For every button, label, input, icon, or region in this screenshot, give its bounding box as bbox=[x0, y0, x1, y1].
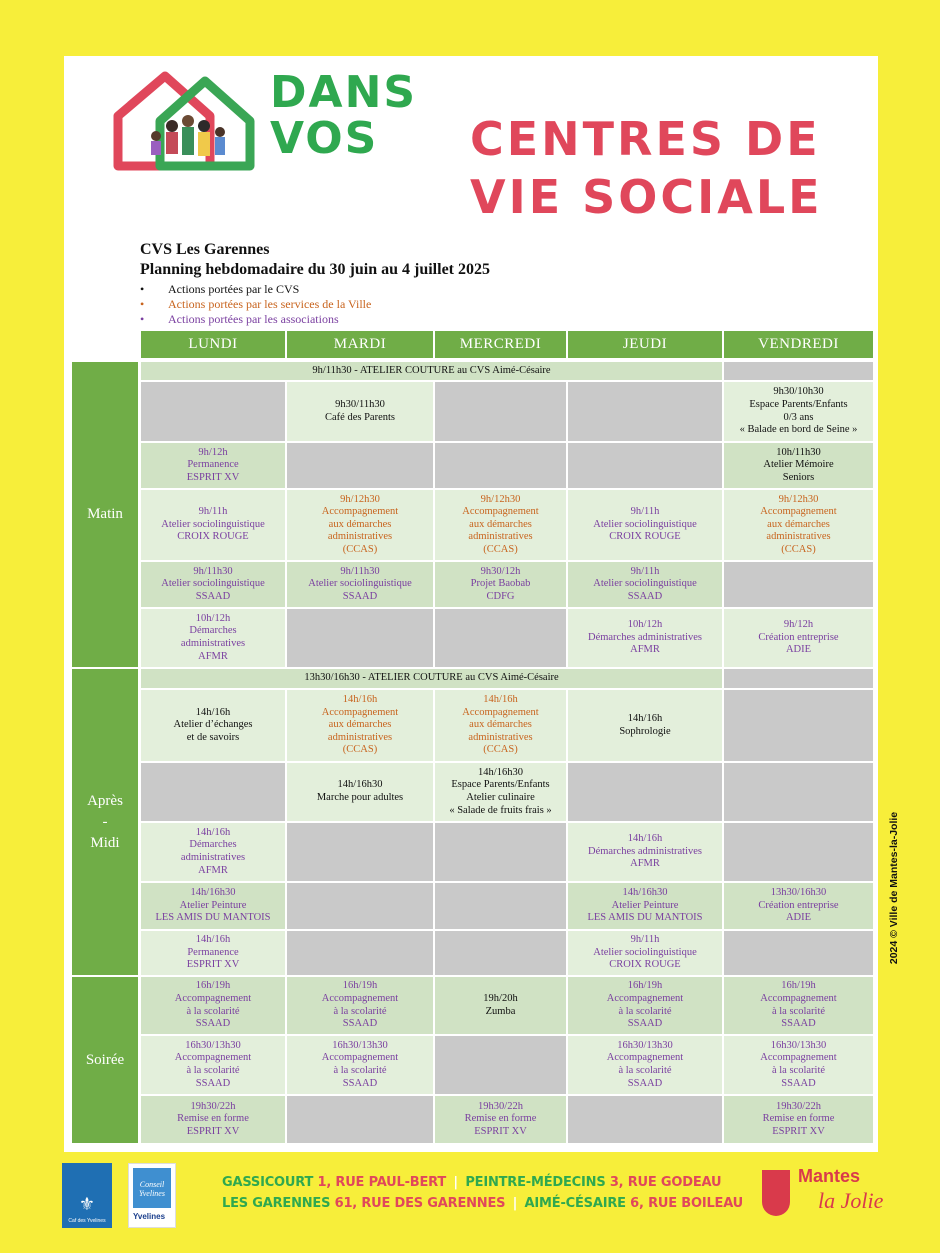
empty-cell bbox=[287, 823, 433, 881]
activity-cell bbox=[141, 562, 285, 607]
activity-line: 16h/19h bbox=[342, 980, 378, 992]
empty-cell bbox=[724, 823, 873, 881]
activity-line: SSAAD bbox=[342, 590, 378, 602]
activity-cell bbox=[724, 609, 873, 667]
activity-line: SSAAD bbox=[781, 1018, 816, 1030]
activity-line: Accompagnement bbox=[760, 992, 837, 1004]
activity-line: ADIE bbox=[785, 644, 812, 656]
activity-line: (CCAS) bbox=[342, 543, 378, 555]
activity-line: ESPRIT XV bbox=[186, 1125, 240, 1137]
empty-cell bbox=[287, 1096, 433, 1143]
day-header-jeudi bbox=[568, 331, 722, 358]
activity-line: Atelier Peinture bbox=[179, 899, 247, 911]
activity-line: 14h/16h bbox=[195, 706, 231, 718]
activity-line: 14h/16h30 bbox=[622, 887, 668, 899]
activity-cell bbox=[287, 490, 433, 560]
activity-line: Démarches bbox=[189, 839, 237, 851]
banner-atelier-couture-apres-midi bbox=[141, 669, 722, 688]
activity-line: 9h/12h30 bbox=[480, 493, 521, 505]
activity-line: Atelier sociolinguistique bbox=[593, 518, 697, 530]
activity-line: et de savoirs bbox=[186, 731, 240, 743]
activity-line: Atelier sociolinguistique bbox=[308, 578, 412, 590]
period-label: Après bbox=[87, 792, 123, 809]
empty-cell bbox=[724, 763, 873, 821]
yvelines-logo-text: Yvelines bbox=[133, 1212, 166, 1221]
activity-cell bbox=[435, 1096, 566, 1143]
empty-cell bbox=[568, 443, 722, 488]
activity-line: Sophrologie bbox=[619, 725, 671, 737]
activity-line: à la scolarité bbox=[333, 1005, 387, 1017]
activity-line: 16h/19h bbox=[781, 980, 816, 992]
legend-item-associations: • Actions portées par les associations bbox=[140, 312, 490, 327]
activity-line: Atelier Mémoire bbox=[763, 459, 834, 471]
activity-line: 9h/12h bbox=[198, 446, 228, 458]
activity-line: AFMR bbox=[630, 858, 660, 870]
empty-cell bbox=[287, 609, 433, 667]
activity-line: LES AMIS DU MANTOIS bbox=[155, 912, 271, 924]
activity-line: ESPRIT XV bbox=[474, 1125, 527, 1137]
activity-cell bbox=[287, 763, 433, 821]
activity-line: SSAAD bbox=[195, 1077, 231, 1089]
activity-cell bbox=[141, 1096, 285, 1143]
activity-line: Projet Baobab bbox=[470, 578, 531, 590]
activity-cell bbox=[435, 562, 566, 607]
address-peintre-medecins-street: 3, RUE GODEAU bbox=[609, 1175, 722, 1190]
address-aime-cesaire: AIMÉ-CÉSAIRE bbox=[524, 1196, 626, 1211]
activity-line: 16h30/13h30 bbox=[332, 1039, 388, 1051]
activity-line: 9h30/12h bbox=[480, 565, 521, 577]
activity-line: ESPRIT XV bbox=[186, 471, 240, 483]
activity-line: 14h/16h30 bbox=[478, 766, 523, 778]
day-header-label: VENDREDI bbox=[758, 336, 839, 353]
period-label: Soirée bbox=[85, 1051, 125, 1068]
empty-cell bbox=[435, 609, 566, 667]
activity-line: (CCAS) bbox=[342, 744, 378, 756]
day-header-lundi bbox=[141, 331, 285, 358]
address-garennes-street: 61, RUE DES GARENNES bbox=[334, 1196, 506, 1211]
activity-line: 9h/11h bbox=[630, 506, 660, 518]
activity-line: CROIX ROUGE bbox=[609, 531, 681, 543]
activity-line: 14h/16h bbox=[195, 826, 231, 838]
activity-line: Seniors bbox=[782, 471, 815, 483]
activity-line: aux démarches bbox=[469, 719, 532, 731]
activity-line: SSAAD bbox=[195, 590, 231, 602]
mantes-logo-text: Mantes bbox=[798, 1166, 861, 1186]
houses-logo-icon bbox=[110, 66, 260, 176]
activity-cell bbox=[568, 1036, 722, 1094]
caf-logo bbox=[62, 1163, 112, 1228]
activity-line: Accompagnement bbox=[462, 706, 539, 718]
activity-line: SSAAD bbox=[627, 590, 663, 602]
activity-line: Accompagnement bbox=[760, 506, 837, 518]
empty-cell bbox=[568, 763, 722, 821]
activity-line: CROIX ROUGE bbox=[177, 531, 249, 543]
activity-line: SSAAD bbox=[781, 1077, 816, 1089]
banner-text: 13h30/16h30 - ATELIER COUTURE au CVS Aimé-Césaire bbox=[304, 672, 559, 684]
activity-cell bbox=[435, 690, 566, 761]
schedule-table bbox=[72, 331, 874, 1143]
activity-line: Accompagnement bbox=[760, 1052, 837, 1064]
activity-line: Accompagnement bbox=[462, 506, 539, 518]
activity-line: Café des Parents bbox=[325, 411, 395, 423]
empty-cell bbox=[568, 382, 722, 441]
empty-cell bbox=[568, 1096, 722, 1143]
activity-line: administratives bbox=[180, 852, 246, 863]
empty-cell bbox=[287, 443, 433, 488]
empty-cell bbox=[435, 823, 566, 881]
activity-line: 13h30/16h30 bbox=[770, 887, 827, 899]
empty-cell bbox=[724, 669, 873, 688]
activity-line: administratives bbox=[180, 638, 246, 649]
caf-emblem-icon: ⚜ bbox=[78, 1194, 96, 1214]
activity-line: à la scolarité bbox=[333, 1065, 387, 1076]
day-header-label: LUNDI bbox=[188, 336, 238, 353]
activity-line: ESPRIT XV bbox=[772, 1125, 825, 1137]
activity-line: à la scolarité bbox=[618, 1065, 672, 1076]
address-line-2 bbox=[222, 1193, 743, 1214]
activity-line: Accompagnement bbox=[321, 992, 399, 1004]
activity-cell bbox=[141, 609, 285, 667]
activity-line: à la scolarité bbox=[186, 1065, 240, 1076]
activity-line: 14h/16h bbox=[195, 934, 231, 946]
activity-line: Remise en forme bbox=[177, 1113, 249, 1125]
activity-cell bbox=[141, 490, 285, 560]
activity-line: à la scolarité bbox=[771, 1065, 826, 1076]
day-header-label: MERCREDI bbox=[459, 336, 542, 353]
empty-cell bbox=[141, 763, 285, 821]
activity-line: CDFG bbox=[486, 590, 515, 602]
activity-cell bbox=[724, 977, 873, 1034]
day-header-vendredi bbox=[724, 331, 873, 358]
activity-line: Zumba bbox=[485, 1005, 516, 1017]
activity-line: à la scolarité bbox=[618, 1005, 672, 1017]
activity-line: Remise en forme bbox=[464, 1113, 537, 1125]
activity-cell bbox=[568, 609, 722, 667]
activity-cell bbox=[568, 823, 722, 881]
activity-line: AFMR bbox=[198, 650, 228, 662]
activity-line: Atelier sociolinguistique bbox=[161, 518, 265, 530]
activity-line: Accompagnement bbox=[174, 992, 252, 1004]
empty-cell bbox=[435, 883, 566, 929]
period-label: Matin bbox=[87, 506, 123, 522]
address-garennes: LES GARENNES bbox=[222, 1196, 331, 1211]
empty-cell bbox=[435, 443, 566, 488]
empty-cell bbox=[435, 931, 566, 975]
activity-line: AFMR bbox=[630, 644, 660, 656]
activity-line: aux démarches bbox=[469, 518, 532, 530]
activity-line: 9h/11h bbox=[198, 506, 228, 518]
activity-line: 9h/12h30 bbox=[778, 493, 819, 505]
activity-cell bbox=[568, 931, 722, 975]
activity-line: 9h/11h30 bbox=[340, 565, 380, 577]
period-soiree bbox=[72, 977, 138, 1143]
activity-cell bbox=[141, 823, 285, 881]
logo-line-3: CENTRES DE bbox=[470, 112, 821, 166]
activity-cell bbox=[568, 690, 722, 761]
activity-line: SSAAD bbox=[195, 1018, 231, 1030]
activity-line: 9h/11h bbox=[630, 934, 660, 946]
activity-cell bbox=[724, 1096, 873, 1143]
activity-line: Démarches bbox=[189, 625, 237, 637]
activity-line: administratives bbox=[327, 731, 393, 743]
activity-line: 9h/11h bbox=[630, 565, 660, 577]
activity-cell bbox=[141, 883, 285, 929]
activity-line: 19h30/22h bbox=[776, 1100, 821, 1112]
day-header-mercredi bbox=[435, 331, 566, 358]
address-gassicourt-street: 1, RUE PAUL-BERT bbox=[317, 1175, 447, 1190]
activity-line: Accompagnement bbox=[606, 992, 684, 1004]
caf-logo-text: Caf des Yvelines bbox=[68, 1218, 106, 1224]
activity-line: Démarches administratives bbox=[587, 845, 702, 857]
activity-cell bbox=[568, 490, 722, 560]
empty-cell bbox=[435, 382, 566, 441]
day-header-label: MARDI bbox=[333, 336, 387, 353]
day-header-label: JEUDI bbox=[622, 336, 668, 353]
activity-line: Création entreprise bbox=[758, 631, 839, 643]
activity-line: 16h30/13h30 bbox=[185, 1039, 241, 1051]
activity-line: 9h/12h bbox=[783, 619, 814, 631]
activity-line: 14h/16h bbox=[342, 694, 378, 706]
activity-line: ESPRIT XV bbox=[186, 959, 240, 971]
activity-cell bbox=[724, 1036, 873, 1094]
activity-line: 9h30/10h30 bbox=[773, 386, 824, 398]
empty-cell bbox=[724, 562, 873, 607]
activity-line: ADIE bbox=[785, 912, 812, 924]
activity-line: Atelier d’échanges bbox=[173, 719, 253, 731]
logo-line-1: DANS bbox=[270, 67, 418, 118]
activity-line: « Salade de fruits frais » bbox=[449, 804, 552, 816]
activity-line: administratives bbox=[468, 731, 533, 743]
yvelines-logo-badge: Conseil Yvelines bbox=[133, 1168, 171, 1208]
day-header-mardi bbox=[287, 331, 433, 358]
centre-name: CVS Les Garennes bbox=[140, 241, 270, 258]
activity-line: administratives bbox=[468, 531, 533, 543]
address-separator: | bbox=[512, 1196, 518, 1211]
activity-cell bbox=[141, 977, 285, 1034]
activity-line: 19h/20h bbox=[483, 992, 518, 1004]
activity-cell bbox=[724, 883, 873, 929]
activity-cell bbox=[287, 690, 433, 761]
address-separator: | bbox=[453, 1175, 458, 1190]
activity-line: 14h/16h bbox=[483, 694, 518, 706]
activity-line: Accompagnement bbox=[321, 706, 399, 718]
activity-cell bbox=[568, 883, 722, 929]
activity-line: Démarches administratives bbox=[587, 631, 702, 643]
activity-line: 14h/16h30 bbox=[337, 779, 383, 791]
activity-line: 9h30/11h30 bbox=[335, 398, 385, 410]
planning-info bbox=[140, 240, 490, 327]
activity-cell bbox=[568, 562, 722, 607]
empty-cell bbox=[287, 883, 433, 929]
activity-line: AFMR bbox=[198, 864, 228, 876]
empty-cell bbox=[435, 1036, 566, 1094]
activity-cell bbox=[724, 443, 873, 488]
activity-line: Atelier sociolinguistique bbox=[593, 946, 697, 958]
copyright-credit bbox=[888, 808, 900, 968]
logo-line-4: VIE SOCIALE bbox=[470, 170, 823, 224]
activity-cell bbox=[724, 382, 873, 441]
activity-cell bbox=[287, 562, 433, 607]
activity-cell bbox=[141, 443, 285, 488]
activity-line: Atelier culinaire bbox=[466, 792, 535, 803]
activity-line: Permanence bbox=[187, 459, 239, 471]
activity-line: 14h/16h30 bbox=[190, 887, 236, 899]
activity-line: SSAAD bbox=[627, 1077, 663, 1089]
activity-line: 16h30/13h30 bbox=[617, 1039, 673, 1051]
activity-cell bbox=[724, 490, 873, 560]
empty-cell bbox=[287, 931, 433, 975]
period-label: Midi bbox=[90, 834, 120, 851]
activity-line: aux démarches bbox=[328, 719, 392, 731]
activity-line: « Balade en bord de Seine » bbox=[739, 424, 858, 436]
legend bbox=[140, 282, 490, 327]
address-peintre-medecins: PEINTRE-MÉDECINS bbox=[465, 1175, 606, 1190]
activity-line: 10h/12h bbox=[627, 619, 663, 631]
activity-line: SSAAD bbox=[342, 1018, 378, 1030]
activity-line: LES AMIS DU MANTOIS bbox=[587, 912, 703, 924]
activity-cell bbox=[435, 763, 566, 821]
activity-line: administratives bbox=[766, 531, 831, 543]
activity-line: 16h30/13h30 bbox=[770, 1039, 827, 1051]
activity-line: 9h/11h30 bbox=[193, 565, 233, 577]
period-label: - bbox=[102, 813, 108, 830]
activity-line: 19h30/22h bbox=[190, 1100, 236, 1112]
banner-atelier-couture-matin bbox=[141, 362, 722, 380]
activity-line: Marche pour adultes bbox=[316, 792, 404, 803]
activity-line: (CCAS) bbox=[781, 543, 816, 555]
empty-cell bbox=[141, 382, 285, 441]
activity-line: Accompagnement bbox=[321, 1052, 399, 1064]
activity-line: à la scolarité bbox=[771, 1005, 826, 1017]
empty-cell bbox=[724, 931, 873, 975]
address-gassicourt: GASSICOURT bbox=[222, 1175, 314, 1190]
legend-item-cvs: • Actions portées par le CVS bbox=[140, 282, 490, 297]
period-apres-midi bbox=[72, 669, 138, 975]
activity-line: Atelier sociolinguistique bbox=[161, 578, 265, 590]
activity-line: 9h/12h30 bbox=[340, 493, 380, 505]
logo-title-cvs bbox=[470, 110, 823, 226]
activity-cell bbox=[435, 490, 566, 560]
activity-cell bbox=[568, 977, 722, 1034]
legend-item-ville: • Actions portées par les services de la Ville bbox=[140, 297, 490, 312]
activity-line: Atelier sociolinguistique bbox=[593, 578, 697, 590]
activity-line: aux démarches bbox=[328, 518, 392, 530]
activity-line: 10h/11h30 bbox=[776, 446, 821, 458]
activity-cell bbox=[141, 690, 285, 761]
empty-cell bbox=[724, 690, 873, 761]
addresses bbox=[222, 1172, 743, 1214]
activity-cell bbox=[287, 382, 433, 441]
activity-line: CROIX ROUGE bbox=[609, 959, 681, 971]
activity-line: (CCAS) bbox=[483, 543, 518, 555]
logo-line-2: VOS bbox=[270, 113, 379, 164]
activity-line: Création entreprise bbox=[758, 899, 839, 911]
activity-cell bbox=[141, 1036, 285, 1094]
activity-line: 19h30/22h bbox=[478, 1100, 523, 1112]
la-jolie-logo-text: la Jolie bbox=[818, 1188, 884, 1213]
planning-title: Planning hebdomadaire du 30 juin au 4 juillet 2025 bbox=[140, 261, 490, 278]
activity-line: Espace Parents/Enfants bbox=[749, 398, 848, 410]
logo-title-dans bbox=[270, 67, 418, 164]
activity-cell bbox=[435, 977, 566, 1034]
banner-text: 9h/11h30 - ATELIER COUTURE au CVS Aimé-Césaire bbox=[312, 364, 551, 376]
activity-line: 10h/12h bbox=[195, 612, 231, 624]
period-matin bbox=[72, 362, 138, 667]
address-line-1 bbox=[222, 1172, 743, 1193]
activity-line: administratives bbox=[327, 531, 393, 543]
activity-line: 0/3 ans bbox=[783, 411, 814, 423]
activity-line: Accompagnement bbox=[606, 1052, 684, 1064]
activity-line: 16h/19h bbox=[195, 980, 231, 992]
mantes-shield-icon bbox=[762, 1170, 790, 1216]
mantes-la-jolie-logo bbox=[762, 1166, 892, 1226]
activity-line: à la scolarité bbox=[186, 1005, 240, 1017]
activity-line: 14h/16h bbox=[627, 833, 663, 845]
activity-cell bbox=[287, 977, 433, 1034]
activity-line: Espace Parents/Enfants bbox=[451, 779, 550, 791]
yvelines-logo bbox=[128, 1163, 176, 1228]
activity-line: Remise en forme bbox=[762, 1113, 835, 1125]
empty-cell bbox=[724, 362, 873, 380]
credit-text: 2024 © Ville de Mantes-la-Jolie bbox=[888, 811, 900, 965]
activity-line: SSAAD bbox=[342, 1077, 378, 1089]
activity-cell bbox=[141, 931, 285, 975]
activity-line: aux démarches bbox=[767, 518, 830, 530]
activity-cell bbox=[287, 1036, 433, 1094]
activity-line: 16h/19h bbox=[627, 980, 663, 992]
activity-line: Atelier Peinture bbox=[611, 899, 679, 911]
activity-line: Permanence bbox=[187, 946, 239, 958]
activity-line: Accompagnement bbox=[321, 506, 399, 518]
activity-line: (CCAS) bbox=[483, 744, 518, 756]
address-aime-cesaire-street: 6, RUE BOILEAU bbox=[630, 1196, 744, 1211]
activity-line: SSAAD bbox=[627, 1018, 663, 1030]
activity-line: Accompagnement bbox=[174, 1052, 252, 1064]
activity-line: 14h/16h bbox=[627, 712, 663, 724]
